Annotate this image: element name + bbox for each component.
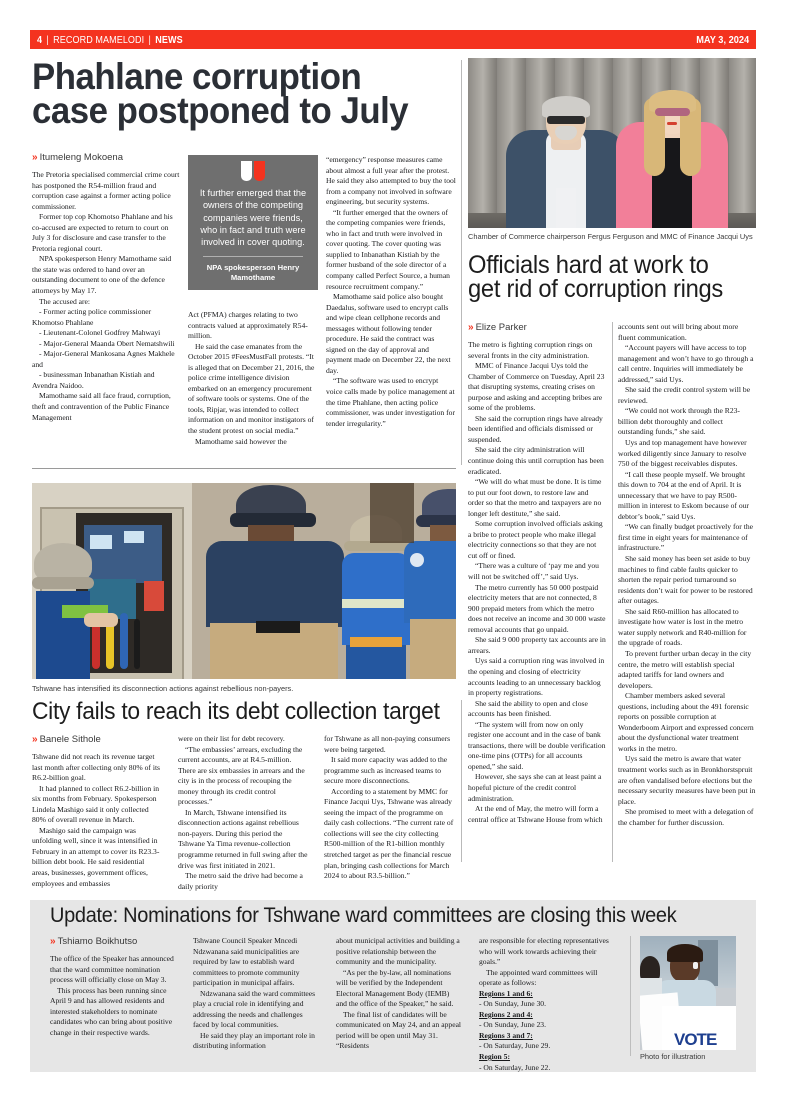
paragraph: Uys said the metro is aware that water treatment works such as in Bronkhorstspruit are often vandalised before elections but the necessary security measures have been put in place.	[618, 754, 756, 806]
paragraph: The metro is fighting corruption rings on several fronts in the city administration.	[468, 340, 593, 360]
page-number: 4	[37, 33, 43, 46]
update-byline	[50, 936, 137, 947]
paragraph: She said money has been set aside to buy machines to find cable faults quicker to shorten the repair period turnaround so residents don’t wait for power to be restored after outages.	[618, 554, 753, 606]
quote-mark-icon	[240, 161, 266, 183]
phahlane-pullquote	[188, 155, 318, 290]
paragraph: She said the city administration will continue doing this until corruption has been eradicated.	[468, 445, 604, 476]
phahlane-column-3	[326, 155, 456, 429]
paragraph: Mashigo said the campaign was unfolding well, since it was intensified in February in an attempt to cover its R23.3-billion debt book. He said residential areas, businesses, government offices, employees and embassies	[32, 825, 160, 888]
column-divider	[461, 60, 462, 465]
paragraph: Former top cop Khomotso Phahlane and his co-accused are expected to return to court on July 3 for disclosure and case transfer to the Pretoria regional court.	[32, 212, 173, 253]
paragraph: The accused are:	[39, 296, 91, 306]
column-divider	[630, 936, 631, 1056]
double-chevron-right-icon: »	[50, 935, 54, 947]
officials-byline	[468, 322, 527, 333]
paragraph: The final list of candidates will be communicated on May 24, and an appeal period will be open until May 31. “Residents	[336, 1009, 462, 1051]
update-column-1	[50, 954, 176, 1038]
region-list	[479, 989, 615, 1073]
update-column-2	[193, 936, 319, 1052]
double-chevron-right-icon: »	[32, 733, 36, 745]
phahlane-column-2	[188, 310, 318, 447]
paragraph: She said 9 000 property tax accounts are in arrears.	[468, 635, 606, 655]
phahlane-column-1	[32, 170, 180, 423]
pullquote-divider	[203, 256, 303, 257]
officials-column-1	[468, 340, 606, 825]
debt-column-2	[178, 734, 308, 892]
paragraph: Chamber members asked several questions, including about the 491 forensic reports on possible corruption at Wonderboom Airport and expressed concern about the dysfunctional water treatment works in the metro.	[618, 691, 754, 753]
paragraph: “We will do what must be done. It is time to put our foot down, to restore law and order so that the metro and taxpayers are no longer left destitute,” she said.	[468, 477, 602, 518]
column-divider	[461, 700, 462, 862]
paragraph: She said R60-million has allocated to investigate how water is lost in the metro water supply network and R40-million for the upgrade of roads.	[618, 606, 747, 648]
region-date: - On Saturday, June 22.	[479, 1062, 551, 1072]
paragraph: This process has been running since April 9 and has allowed residents and interested stakeholders to nominate candidates who can bring about positive change in their respective wards.	[50, 985, 173, 1037]
paragraph: “It further emerged that the owners of the competing companies were friends, who in fact and truth were involved in cover quoting. The cover quoting was supplied to Inbanathan Kistiah by the former husband of the sole director of a company called Perfect Source, a human resource recruitment company.”	[326, 207, 450, 291]
paragraph: To prevent further urban decay in the city centre, the metro will establish special adapted tariffs for land owners and developers.	[618, 648, 752, 690]
workers-photo-caption: Tshwane has intensified its disconnection actions against rebellious non-payers.	[32, 684, 294, 693]
vote-sign-text: VOTE	[674, 1030, 717, 1049]
paragraph: about municipal activities and building a positive relationship between the community and the municipality.	[336, 936, 460, 967]
paragraph: were on their list for debt recovery.	[178, 734, 285, 743]
paragraph: accounts sent out will bring about more fluent communication.	[618, 322, 739, 342]
region-date: - On Sunday, June 30.	[479, 999, 547, 1009]
double-chevron-right-icon: »	[468, 321, 472, 333]
chamber-of-commerce-photo	[468, 58, 756, 228]
paragraph: It had planned to collect R6.2-billion in six months from February. Spokesperson Lindela Mashigo said it only collected 80% of overall revenue in March.	[32, 783, 159, 825]
paragraph: She said the corruption rings have already been identified and officials dismissed or suspended.	[468, 413, 603, 444]
region-heading: Regions 2 and 4:	[479, 1009, 533, 1019]
paragraph: “We could not work through the R23-billion debt thoroughly and collect outstanding funds,” she said.	[618, 406, 740, 437]
update-headline: Update: Nominations for Tshwane ward committees are closing this week	[50, 904, 677, 927]
phahlane-headline: Phahlane corruption case postponed to July	[32, 56, 409, 132]
paragraph: - businessman Inbanathan Kistiah and Avendra Naidoo.	[32, 370, 155, 390]
disconnection-action-photo	[32, 483, 456, 679]
paragraph: Uys said a corruption ring was involved in the opening and closing of electricity accounts leading to an unnecessary backlog in property registrations.	[468, 656, 605, 698]
pullquote-text: It further emerged that the owners of the competing companies were friends, who in fact and truth were involved in cover quoting.	[199, 188, 307, 248]
paragraph: - Major-General Maanda Obert Nematshwili	[39, 338, 175, 348]
update-byline-name: Tshiamo Boikhutso	[57, 936, 138, 947]
section-name: NEWS	[155, 33, 183, 46]
paragraph: - Former acting police commissioner Khomotso Phahlane	[32, 307, 152, 327]
masthead-bar	[30, 30, 756, 49]
paragraph: According to a statement by MMC for Finance Jacqui Uys, Tshwane was already seeing the impact of the programme on daily cash collections. “The current rate of collections will see the city collecting R500-million of the R1-billion monthly stretched target as per the financial rescue plan, bringing cash collections for March 2024 to about R3.5-billion.”	[324, 786, 454, 881]
paragraph: - Lieutenant-Colonel Godfrey Mahwayi	[39, 328, 161, 338]
vote-photo-caption: Photo for illustration	[640, 1052, 706, 1061]
paragraph: “The software was used to encrypt voice calls made by police management at the time Phahlane, then acting police commissioner, was under investigation for tender irregularity.”	[326, 376, 455, 428]
masthead-separator-1: |	[46, 33, 49, 46]
region-heading: Region 5:	[479, 1052, 511, 1062]
paragraph: The Pretoria specialised commercial crime court has postponed the R54-million fraud and corruption case against a former acting police commissioner.	[32, 170, 180, 211]
paragraph: “Account payers will have access to top management and won’t have to go through a call centre. Inquiries will immediately be addressed,” said Uys.	[618, 343, 754, 384]
masthead-date: MAY 3, 2024	[696, 33, 749, 46]
debt-headline: City fails to reach its debt collection target	[32, 698, 440, 725]
officials-column-2	[618, 322, 756, 828]
update-panel	[30, 900, 756, 1072]
paragraph: are responsible for electing representatives who will work towards achieving their goals.”	[479, 936, 609, 967]
paragraph: - Major-General Mankosana Agnes Makhele and	[32, 349, 175, 369]
debt-byline	[32, 734, 101, 745]
paragraph: NPA spokesperson Henry Mamothame said the state was ordered to hand over an outstanding document to one of the defence attorneys by May 17.	[32, 254, 172, 296]
region-heading: Regions 3 and 7:	[479, 1030, 533, 1040]
paragraph: MMC of Finance Jacqui Uys told the Chamber of Commerce on Tuesday, April 23 that disrupting systems, creating crises on purpose and asking and accepting bribes are some of the problems.	[468, 361, 605, 413]
paragraph: It said more capacity was added to the programme such as increased teams to secure more disconnections.	[324, 755, 448, 786]
paragraph: The metro said the drive had become a daily priority	[178, 871, 303, 891]
officials-byline-name: Elize Parker	[475, 322, 527, 333]
masthead-separator-2: |	[148, 33, 151, 46]
debt-column-1	[32, 752, 162, 889]
paragraph: He said they play an important role in distributing information	[193, 1030, 315, 1051]
region-date: - On Sunday, June 23.	[479, 1020, 547, 1030]
paragraph: The office of the Speaker has announced that the ward committee nomination process will officially close on May 3.	[50, 954, 174, 985]
masthead-left	[37, 34, 183, 46]
region-date: - On Saturday, June 29.	[479, 1041, 551, 1051]
paragraph: Some corruption involved officials asking a bribe to protect people who make illegal electricity connections so that they are not cut off or fined.	[468, 519, 603, 560]
phahlane-byline	[32, 152, 123, 163]
paragraph: The appointed ward committees will operate as follows:	[479, 967, 598, 988]
paragraph: He said the case emanates from the October 2015 #FeesMustFall protests. “It is alleged that on December 21, 2016, the police crime intelligence division embarked on an emergency procurement of software tools or systems. One of the tools, Ripjar, was intended to collect information on and monitor instigators of the student protest on social media.”	[188, 341, 315, 436]
paragraph: “We can finally budget proactively for the first time in eight years for maintenance of infrastructure.”	[618, 522, 754, 553]
paragraph: “The embassies’ arrears, excluding the current accounts, are at R4.5-million. There are six embassies in arrears and the city is in the process of recouping the money through its credit control processes.”	[178, 744, 305, 807]
chamber-photo-caption: Chamber of Commerce chairperson Fergus Ferguson and MMC of Finance Jacqui Uys	[468, 232, 753, 241]
paragraph: Uys and top management have however worked diligently since January to resolve 750 of the biggest receivables disputes.	[618, 438, 747, 469]
paragraph: Ndzwanana said the ward committees play a crucial role in identifying and addressing the needs and challenges faced by local communities.	[193, 988, 316, 1030]
vote-illustration-photo	[640, 936, 736, 1050]
phahlane-byline-name: Itumeleng Mokoena	[39, 152, 124, 163]
paragraph: However, she says she can at least paint a hopeful picture of the credit control administration.	[468, 772, 602, 803]
paragraph: “As per the by-law, all nominations will be verified by the Independent Electoral Management Body (IEMB) and the office of the Speaker,” he said.	[336, 967, 454, 1009]
paragraph: Tshwane Council Speaker Mncedi Ndzwanana said municipalities are required by law to establish ward committees to promote community participation in municipal affairs.	[193, 936, 300, 988]
paragraph: Mamothame said all face fraud, corruption, theft and contravention of the Public Finance Management	[32, 391, 171, 422]
photo-person-woman	[616, 82, 728, 228]
paragraph: for Tshwane as all non-paying consumers were being targeted.	[324, 734, 451, 754]
paragraph: “There was a culture of ‘pay me and you will not be switched off’,” said Uys.	[468, 561, 599, 582]
paragraph: Mamothame said police also bought Daedalus, software used to encrypt calls and wipe clean cellphone records and messages without following tender procedure. He said the contract was signed on the day of approval and payment made on December 22, the next day.	[326, 292, 451, 375]
publication-name: RECORD MAMELODI	[53, 33, 145, 46]
debt-byline-name: Banele Sithole	[39, 734, 101, 745]
pullquote-attribution: NPA spokesperson Henry Mamothame	[206, 262, 300, 282]
column-divider	[612, 322, 613, 862]
paragraph: “I call these people myself. We brought this down to 704 at the end of April. It is unnecessary that we have to pay R500-million in interest to Eskom because of our debtor’s book,” said Uys.	[618, 469, 749, 521]
update-column-4	[479, 936, 615, 1073]
paragraph: Act (PFMA) charges relating to two contracts valued at approximately R54-million.	[188, 310, 308, 341]
update-column-3	[336, 936, 462, 1052]
paragraph: She promised to meet with a delegation of the chamber for further discussion.	[618, 807, 754, 827]
paragraph: The metro currently has 50 000 postpaid electricity meters that are not connected, 8 900 prepaid meters from which the metro does not receive an income and 30 000 waste removal accounts that go unpaid.	[468, 582, 606, 634]
paragraph: Tshwane did not reach its revenue target last month after collecting only 80% of its R6.2-billion goal.	[32, 752, 161, 783]
paragraph: She said the ability to open and close accounts has been finished.	[468, 698, 588, 719]
paragraph: In March, Tshwane intensified its disconnection actions against rebellious non-payers. During this period the Tshwane Ya Tima revenue-collection programme returned in full swing after the drive was first initiated in 2021.	[178, 807, 308, 870]
paragraph: She said the credit control system will be reviewed.	[618, 385, 751, 405]
section-divider	[32, 468, 456, 469]
paragraph: Mamothame said however the	[195, 436, 287, 446]
debt-column-3	[324, 734, 456, 882]
photo-person-man	[506, 96, 626, 228]
double-chevron-right-icon: »	[32, 151, 36, 163]
officials-headline: Officials hard at work to get rid of corruption rings	[468, 251, 724, 303]
paragraph: “emergency” response measures came about almost a full year after the protest. He said they also attempted to buy the tool from a company not involved in software engineering, but security systems.	[326, 155, 456, 207]
paragraph: “The system will from now on only register one account and in the case of bank transactions, there will be double verification one-time pins (OTPs) for all accounts opened,” she said.	[468, 719, 606, 771]
region-heading: Regions 1 and 6:	[479, 988, 533, 998]
paragraph: At the end of May, the metro will form a central office at Tshwane House from which	[468, 804, 603, 824]
